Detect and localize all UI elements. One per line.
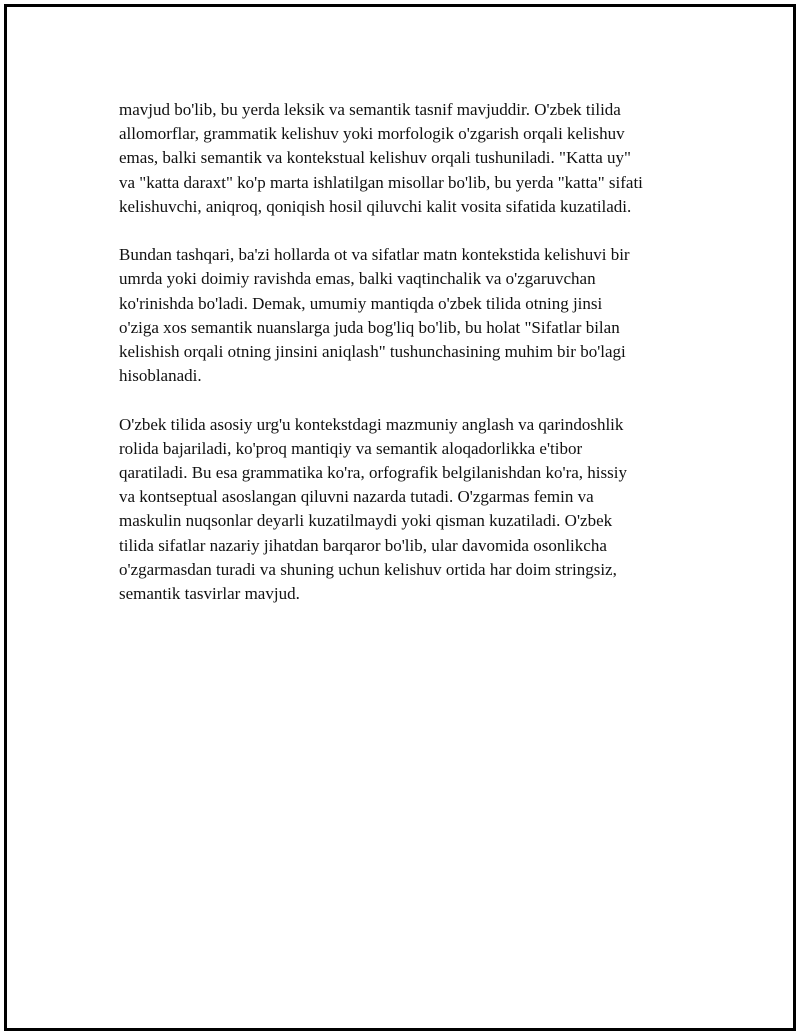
- text-line: emas, balki semantik va kontekstual kelishuv orqali tushuniladi. "Katta uy": [119, 148, 631, 168]
- paragraph-3: [119, 413, 699, 607]
- text-line: allomorflar, grammatik kelishuv yoki morfologik o'zgarish orqali kelishuv: [119, 124, 625, 144]
- text-line: kelishish orqali otning jinsini aniqlash" tushunchasining muhim bir bo'lagi: [119, 342, 626, 362]
- text-line: umrda yoki doimiy ravishda emas, balki vaqtinchalik va o'zgaruvchan: [119, 269, 596, 289]
- text-line: Bundan tashqari, ba'zi hollarda ot va sifatlar matn kontekstida kelishuvi bir: [119, 245, 630, 265]
- text-line: rolida bajariladi, ko'proq mantiqiy va semantik aloqadorlikka e'tibor: [119, 438, 583, 458]
- paragraph-2: [119, 243, 699, 388]
- text-line: O'zbek tilida asosiy urg'u kontekstdagi mazmuniy anglash va qarindoshlik: [119, 414, 624, 434]
- text-line: mavjud bo'lib, bu yerda leksik va semantik tasnif mavjuddir. O'zbek tilida: [119, 100, 621, 119]
- text-line: tilida sifatlar nazariy jihatdan barqaror bo'lib, ular davomida osonlikcha: [119, 535, 607, 555]
- paragraph-1: [119, 98, 699, 219]
- text-line: o'ziga xos semantik nuanslarga juda bog'liq bo'lib, bu holat "Sifatlar bilan: [119, 317, 620, 337]
- text-line: ko'rinishda bo'ladi. Demak, umumiy mantiqda o'zbek tilida otning jinsi: [119, 293, 603, 313]
- text-line: hisoblanadi.: [119, 366, 202, 386]
- text-line: qaratiladi. Bu esa grammatika ko'ra, orfografik belgilanishdan ko'ra, hissiy: [119, 463, 627, 483]
- text-line: maskulin nuqsonlar deyarli kuzatilmaydi yoki qisman kuzatiladi. O'zbek: [119, 511, 613, 531]
- text-line: semantik tasvirlar mavjud.: [119, 584, 300, 604]
- page-frame: [4, 4, 796, 1031]
- text-line: va "katta daraxt" ko'p marta ishlatilgan misollar bo'lib, bu yerda "katta" sifati: [119, 172, 643, 192]
- text-line: o'zgarmasdan turadi va shuning uchun kelishuv ortida har doim stringsiz,: [119, 559, 617, 579]
- text-line: va kontseptual asoslangan qiluvni nazarda tutadi. O'zgarmas femin va: [119, 487, 594, 507]
- document-body: [119, 98, 699, 630]
- text-line: kelishuvchi, aniqroq, qoniqish hosil qiluvchi kalit vosita sifatida kuzatiladi.: [119, 196, 632, 216]
